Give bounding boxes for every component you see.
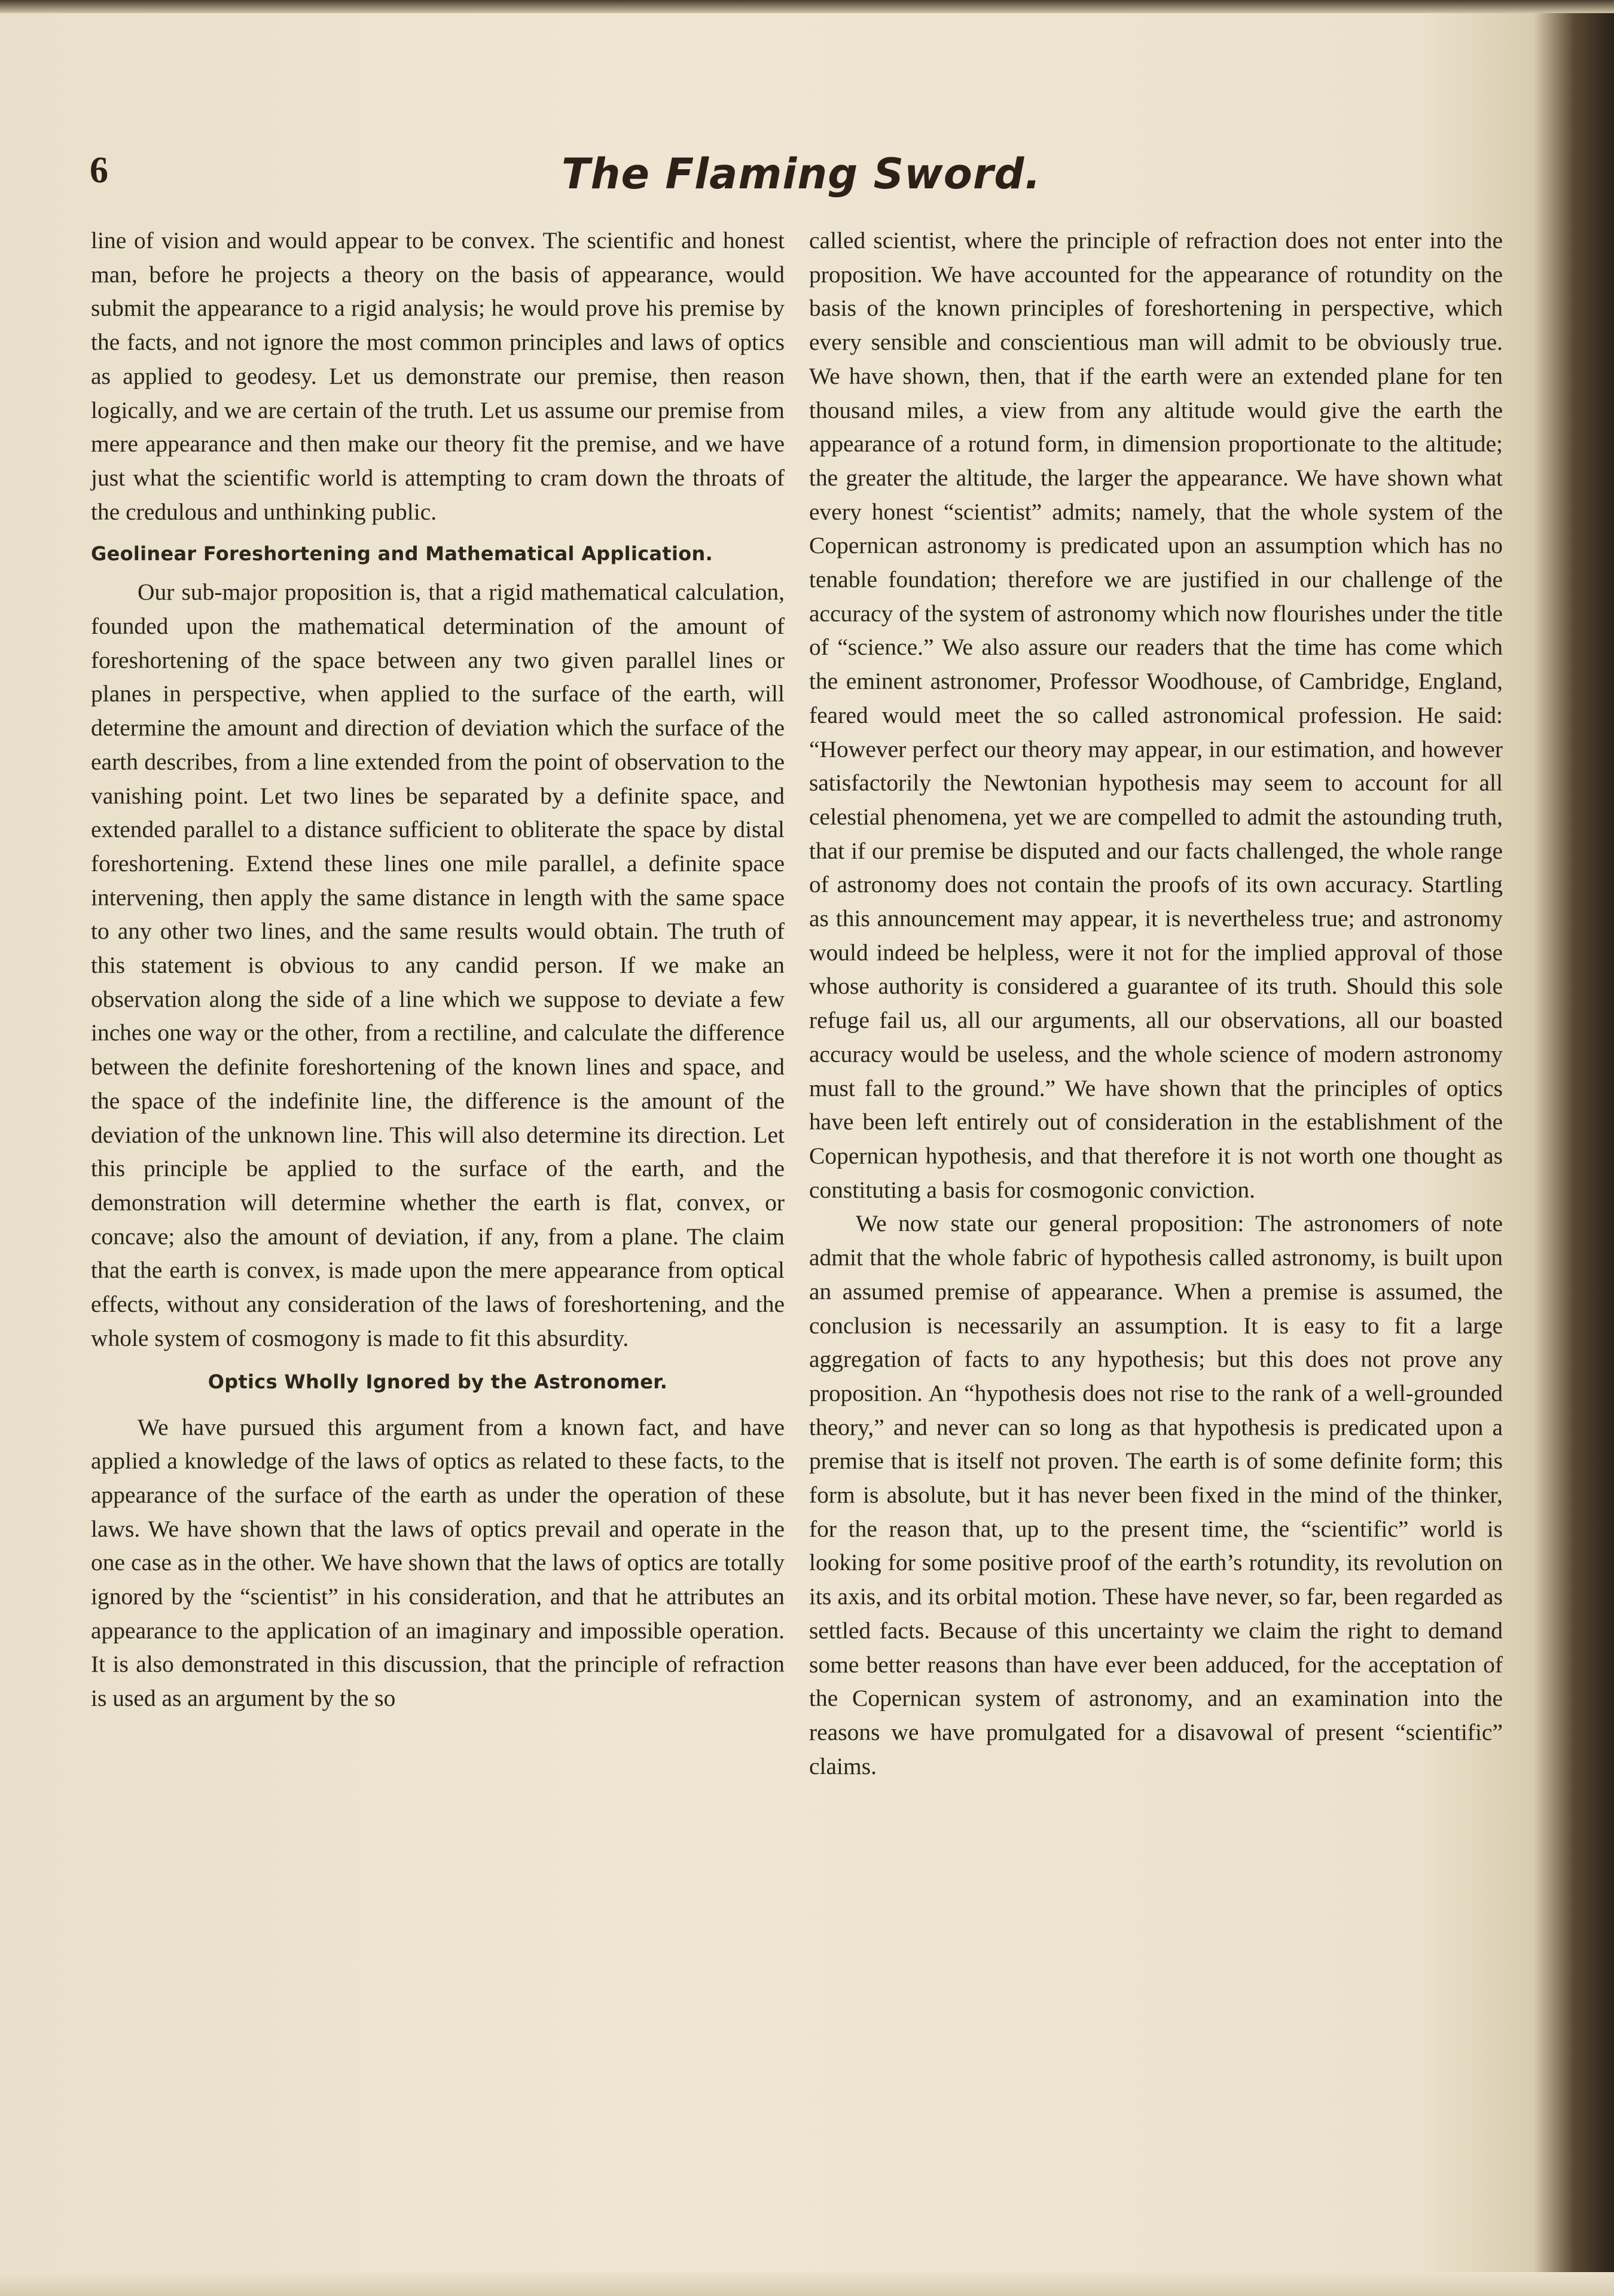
right-paragraph-2: We now state our general proposition: The astronomers of note admit that the whole fabric of hypothesis called astronomy, is built upon an assumed premise of appearance. When a premise is assumed, the conclusion is necessarily an assumption. It is easy to fit a large aggregation of facts to any hypothesis; but this does not prove any proposition. An “hypothesis does not rise to the rank of a well-grounded theory,” and never can so long as that hypothesis is predicated upon a premise that is itself not proven. The earth is of some definite form; this form is absolute, but it has never been fixed in the mind of the thinker, for the reason that, up to the present time, the “scientific” world is looking for some positive proof of the earth’s rotundity, its revolution on its axis, and its orbital motion. These have never, so far, been regarded as settled facts. Because of this uncertainty we claim the right to demand some better reasons than have ever been adduced, for the acceptation of the Copernican system of astronomy, and an examination into the reasons we have promulgated for a disavowal of present “scientific” claims.	[809, 1210, 1503, 1779]
left-paragraph-2: Our sub-major proposition is, that a rigid mathematical calculation, founded upon the mathematical determination of the amount of foreshortening of the space between any two given parallel lines or planes in perspective, when applied to the surface of the earth, will determine the amount and direction of deviation which the surface of the earth describes, from a line extended from the point of observation to the vanishing point. Let two lines be separated by a definite space, and extended parallel to a distance sufficient to obliterate the space by distal foreshortening. Extend these lines one mile parallel, a definite space intervening, then apply the same distance in length with the same space to any other two lines, and the same results would obtain. The truth of this statement is obvious to any candid person. If we make an observation along the side of a line which we suppose to deviate a few inches one way or the other, from a rectiline, and calculate the difference between the definite foreshortening of the known lines and space, and the space of the indefinite line, the difference is the amount of the deviation of the unknown line. This will also determine its direction. Let this principle be applied to the surface of the earth, and the demonstration will determine whether the earth is flat, convex, or concave; also the amount of deviation, if any, from a plane. The claim that the earth is convex, is made upon the mere appearance from optical effects, without any consideration of the laws of foreshortening, and the whole system of cosmogony is made to fit this absurdity.	[91, 579, 785, 1351]
page-header	[90, 149, 1513, 209]
section-heading-optics: Optics Wholly Ignored by the Astronomer.	[208, 1370, 668, 1393]
page-bottom-edge	[0, 2272, 1614, 2296]
section-heading-foreshortening: Geolinear Foreshortening and Mathematical Application.	[91, 542, 713, 566]
right-paragraph-1: called scientist, where the principle of refraction does not enter into the proposition. We have accounted for the appearance of rotundity on the basis of the known principles of foreshortening in perspective, which every sensible and conscientious man will admit to be obviously true. We have shown, then, that if the earth were an extended plane for ten thousand miles, a view from any altitude would give the earth the appearance of a rotund form, in dimension proportionate to the altitude; the greater the altitude, the larger the appearance. We have shown what every honest “scientist” admits; namely, that the whole system of the Copernican astronomy is predicated upon an assumption which has no tenable foundation; therefore we are justified in our challenge of the accuracy of the system of astronomy which now flourishes under the title of “science.” We also assure our readers that the time has come which the eminent astronomer, Professor Woodhouse, of Cambridge, England, feared would meet the so called astronomical profession. He said: “However perfect our theory may appear, in our estimation, and however satisfactorily the Newtonian hypothesis may seem to account for all celestial phenomena, yet we are compelled to admit the astounding truth, that if our premise be disputed and our facts challenged, the whole range of astronomy does not contain the proofs of its own accuracy. Startling as this announcement may appear, it is nevertheless true; and astronomy would indeed be helpless, were it not for the implied approval of those whose authority is considered a guarantee of its truth. Should this sole refuge fail us, all our arguments, all our observations, all our boasted accuracy would be useless, and the whole science of modern astronomy must fall to the ground.” We have shown that the principles of optics have been left entirely out of consideration in the establishment of the Copernican hypothesis, and that therefore it is not worth one thought as constituting a basis for cosmogonic conviction.	[809, 227, 1503, 1203]
left-column	[91, 224, 785, 1715]
left-paragraph-3: We have pursued this argument from a known fact, and have applied a knowledge of the laws of optics as related to these facts, to the appearance of the surface of the earth as under the operation of these laws. We have shown that the laws of optics prevail and operate in the one case as in the other. We have shown that the laws of optics are totally ignored by the “scientist” in his consideration, and that he attributes an appearance to the application of an imaginary and impossible operation. It is also demonstrated in this discussion, that the principle of refraction is used as an argument by the so	[91, 1413, 785, 1712]
right-column	[809, 224, 1503, 1783]
page-top-edge	[0, 0, 1614, 13]
journal-title: The Flaming Sword.	[561, 149, 1042, 199]
left-paragraph-1: line of vision and would appear to be convex. The scientific and honest man, before he projects a theory on the basis of appearance, would submit the appearance to a rigid analysis; he would prove his premise by the facts, and not ignore the most common principles and laws of optics as applied to geodesy. Let us demonstrate our premise, then reason logically, and we are certain of the truth. Let us assume our premise from mere appearance and then make our theory fit the premise, and we have just what the scientific world is attempting to cram down the throats of the credulous and unthinking public.	[91, 227, 785, 525]
page-number: 6	[90, 150, 108, 191]
